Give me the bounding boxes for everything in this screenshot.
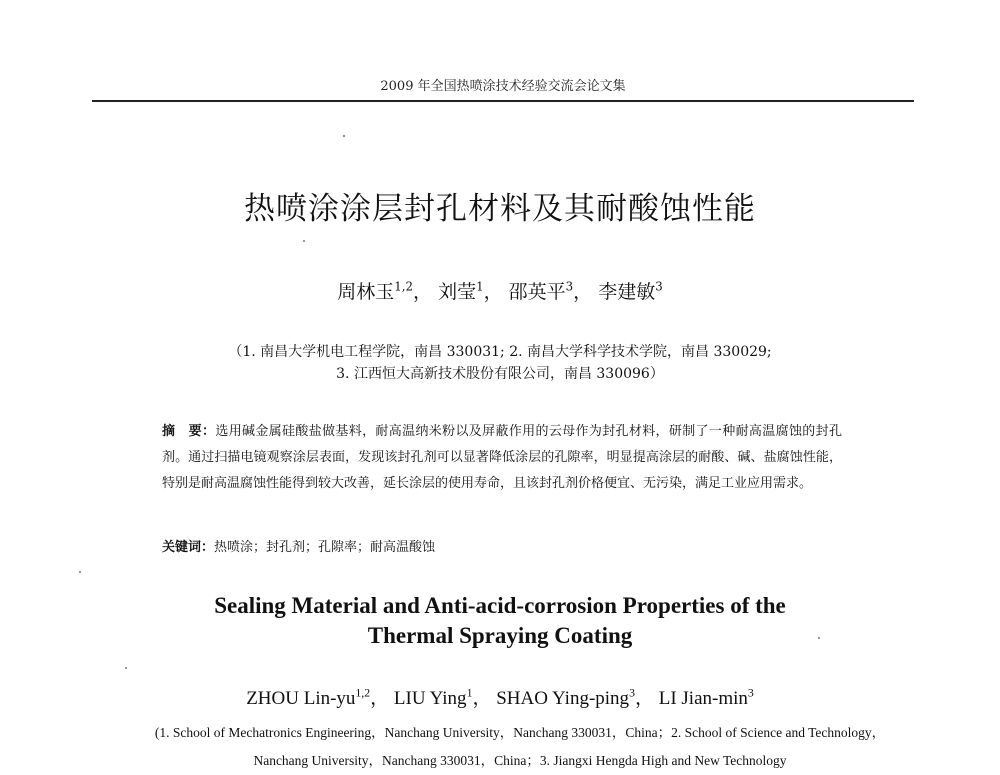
paper-title-en — [150, 591, 850, 651]
abstract-text: 选用碱金属硅酸盐做基料，耐高温纳米粉以及屏蔽作用的云母作为封孔材料，研制了一种耐高温腐蚀的封孔剂。通过扫描电镜观察涂层表面，发现该封孔剂可以显著降低涂层的孔隙率，明显提高涂层的耐酸、碱、盐腐蚀性能，特别是耐高温腐蚀性能得到较大改善，延长涂层的使用寿命，且该封孔剂价格便宜、无污染，满足工业应用需求。 — [162, 424, 842, 491]
running-title: 2009 年全国热喷涂技术经验交流会论文集 — [380, 79, 626, 94]
keywords-text: 热喷涂；封孔剂；孔隙率；耐高温酸蚀 — [214, 540, 436, 555]
keywords-label: 关键词： — [162, 540, 215, 555]
author-list-cn — [0, 277, 1000, 304]
author-cn: 周林玉$^{1,2}$， — [337, 279, 433, 303]
running-header — [92, 75, 914, 102]
abstract — [162, 419, 842, 497]
author-en: LI Jian-$\min^3$ — [658, 686, 754, 709]
author-en: ZHOU Lin-yu$^{1,2}$， — [246, 686, 390, 709]
scan-speck — [79, 571, 81, 573]
title-en-line: Thermal Spraying Coating — [367, 623, 633, 648]
abstract-label: 摘 要： — [162, 424, 216, 439]
author-cn: 刘莹$^1$， — [438, 279, 503, 303]
affiliation-cn-line: （1. 南昌大学机电工程学院，南昌 330031; 2. 南昌大学科学技术学院，南昌 330029; — [228, 344, 772, 360]
keywords — [162, 536, 842, 555]
title-en-line: Sealing Material and Anti-acid-corrosion Properties of the — [214, 593, 786, 618]
affiliation-en — [110, 719, 930, 775]
author-en: SHAO Ying-ping$^3$， — [496, 686, 654, 709]
affiliation-en-line: Nanchang University，Nanchang 330031，China；3. Jiangxi Hengda High and New Technology — [253, 753, 787, 768]
author-cn: 邵英平$^3$， — [508, 279, 593, 303]
affiliation-cn — [130, 341, 870, 385]
scan-speck — [303, 240, 305, 242]
scan-speck — [343, 135, 345, 137]
affiliation-cn-line: 3. 江西恒大高新技术股份有限公司，南昌 330096） — [336, 366, 664, 382]
scan-speck — [125, 667, 127, 669]
author-list-en — [0, 683, 1000, 710]
author-en: LIU Ying$^1$， — [393, 686, 492, 709]
affiliation-en-line: (1. School of Mechatronics Engineering，Nanchang University，Nanchang 330031，China；2. School of Science and Technology， — [154, 725, 886, 740]
scan-speck — [818, 637, 820, 639]
author-cn: 李建敏$^3$ — [598, 279, 663, 303]
paper-title-cn: 热喷涂涂层封孔材料及其耐酸蚀性能 — [244, 191, 756, 227]
